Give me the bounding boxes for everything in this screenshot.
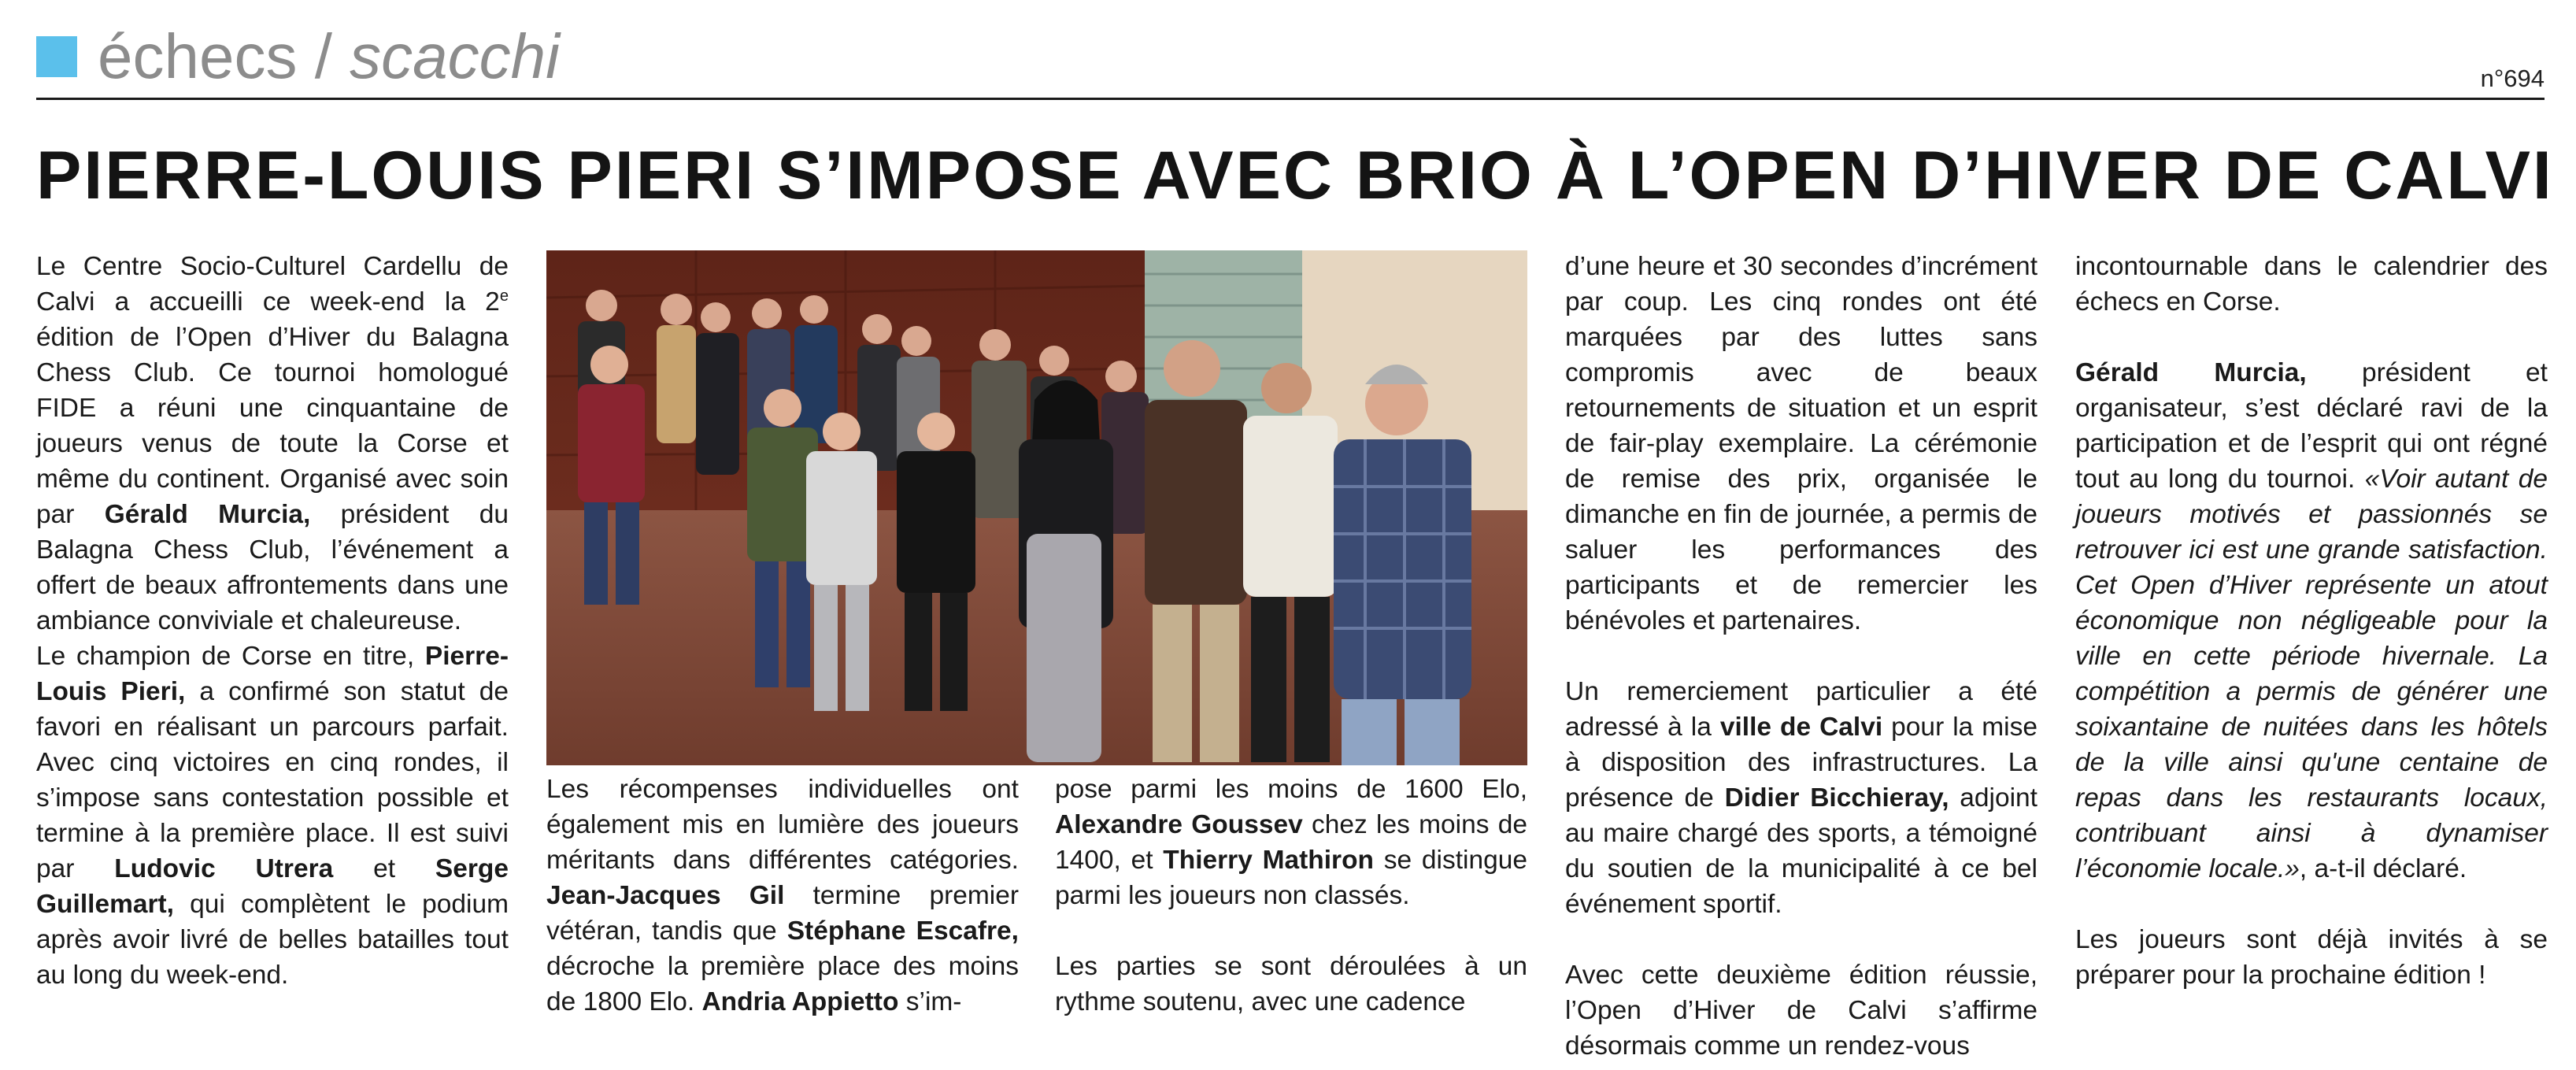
- paragraph: Le Centre Socio-Culturel Cardellu de Calvi a accueilli ce week-end la 2e édition de l’Open d’Hiver du Balagna Chess Club. Ce tournoi homologué FIDE a réuni une cinquantaine de joueurs venus de toute la Corse et même du continent. Organisé avec soin par Gérald Murcia, président du Balagna Chess Club, l’événement a offert de beaux affrontements dans une ambiance conviviale et chaleureuse.: [36, 252, 509, 635]
- header-rule: [36, 98, 2545, 100]
- article-column-5: [2075, 249, 2548, 993]
- paragraph: Les joueurs sont déjà invités à se préparer pour la prochaine édition !: [2075, 925, 2548, 990]
- section-title: échecs / scacchi: [98, 21, 560, 91]
- paragraph: Un remerciement particulier a été adressé à la ville de Calvi pour la mise à disposition des infrastructures. La présence de Didier Bicchieray, adjoint au maire chargé des sports, a témoigné du soutien de la municipalité à ce bel événement sportif.: [1565, 677, 2038, 919]
- group-photo: [546, 250, 1527, 765]
- group-photo-icon: [546, 250, 1527, 765]
- section-marker: [36, 36, 77, 77]
- issue-number: n°694: [2480, 65, 2545, 92]
- article-column-2: [546, 772, 1019, 1020]
- headline: PIERRE-LOUIS PIERI S’IMPOSE AVEC BRIO À L’OPEN D’HIVER DE CALVI: [36, 138, 2554, 213]
- paragraph: Le champion de Corse en titre, Pierre-Louis Pieri, a confirmé son statut de favori en réalisant un parcours parfait. Avec cinq victoires en cinq rondes, il s’impose sans contestation possible et termine à la première place. Il est suivi par Ludovic Utrera et Serge Guillemart, qui complètent le podium après avoir livré de belles batailles tout au long du week-end.: [36, 642, 509, 990]
- paragraph: pose parmi les moins de 1600 Elo, Alexandre Goussev chez les moins de 1400, et Thierry Mathiron se distingue parmi les joueurs non classés.: [1055, 775, 1527, 910]
- article-column-1: [36, 249, 509, 993]
- article-column-3: [1055, 772, 1527, 1020]
- paragraph: Les parties se sont déroulées à un rythme soutenu, avec une cadence: [1055, 952, 1527, 1016]
- paragraph: incontournable dans le calendrier des échecs en Corse.: [2075, 252, 2548, 317]
- paragraph: d’une heure et 30 secondes d’incrément par coup. Les cinq rondes ont été marquées par des luttes sans compromis avec de beaux retournements de situation et un esprit de fair-play exemplaire. La cérémonie de remise des prix, organisée le dimanche en fin de journée, a permis de saluer les performances des participants et de remercier les bénévoles et partenaires.: [1565, 252, 2037, 635]
- paragraph: Gérald Murcia, président et organisateur, s’est déclaré ravi de la participation et de l’esprit qui ont régné tout au long du tournoi. «Voir autant de joueurs motivés et passionnés se retrouver ici est une grande satisfaction. Cet Open d’Hiver représente un atout économique non négligeable pour la ville en cette période hivernale. La compétition a permis de générer une soixantaine de nuitées dans les hôtels de la ville ainsi qu'une centaine de repas dans les restaurants locaux, contribuant ainsi à dynamiser l’économie locale.», a-t-il déclaré.: [2075, 358, 2548, 883]
- article-column-4: [1565, 249, 2037, 1064]
- paragraph: Avec cette deuxième édition réussie, l’Open d’Hiver de Calvi s’affirme désormais comme un rendez-vous: [1565, 961, 2037, 1061]
- paragraph: Les récompenses individuelles ont également mis en lumière des joueurs méritants dans différentes catégories. Jean-Jacques Gil termine premier vétéran, tandis que Stéphane Escafre, décroche la première place des moins de 1800 Elo. Andria Appietto s’im-: [546, 775, 1020, 1016]
